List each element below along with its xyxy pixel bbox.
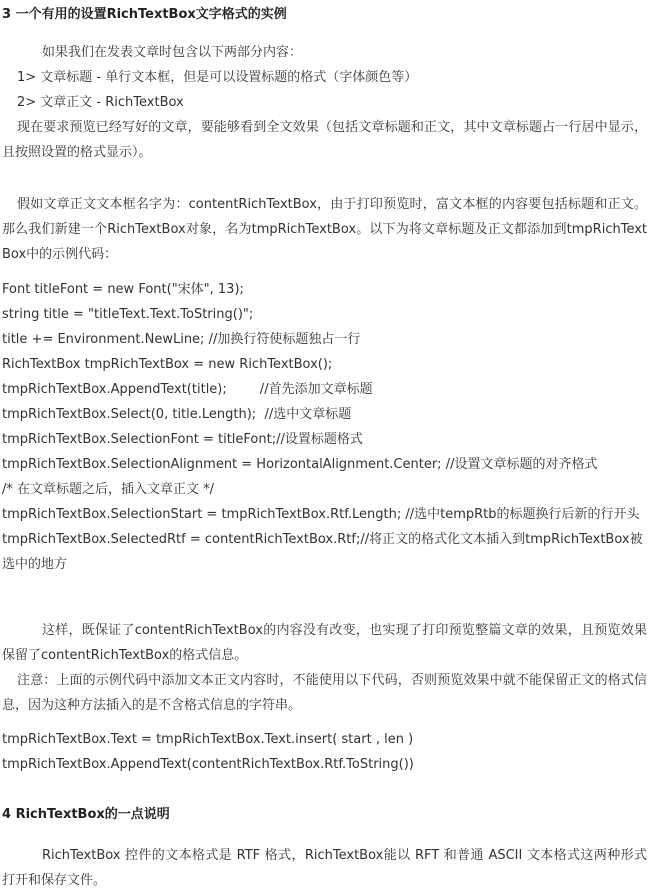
requirement-paragraph: 现在要求预览已经写好的文章，要能够看到全文效果（包括文章标题和正文，其中文章标题占一行居中显示，且按照设置的格式显示）。 <box>2 120 647 160</box>
intro-paragraph: 如果我们在发表文章时包含以下两部分内容： <box>42 45 303 60</box>
note-paragraph: 注意：上面的示例代码中添加文本正文内容时，不能使用以下代码，否则预览效果中就不能保留正文的格式信息，因为这种方法插入的是不含格式信息的字符串。 <box>2 673 647 713</box>
code-block-2 <box>2 727 647 777</box>
list-item-title: 1> 文章标题 - 单行文本框，但是可以设置标题的格式（字体颜色等） <box>17 70 418 85</box>
list-item-body: 2> 文章正文 - RichTextBox <box>17 95 184 110</box>
code-line: title += Environment.NewLine; //加换行符使标题独占一行 <box>2 332 361 347</box>
section-4-heading: 4 RichTextBox的一点说明 <box>2 807 170 822</box>
assumption-block <box>2 192 647 267</box>
section-4-block <box>2 843 647 893</box>
code-line: tmpRichTextBox.SelectionAlignment = HorizontalAlignment.Center; //设置文章标题的对齐格式 <box>2 457 598 472</box>
assumption-paragraph: 假如文章正文文本框名字为：contentRichTextBox，由于打印预览时，富文本框的内容要包括标题和正文。那么我们新建一个RichTextBox对象，名为tmpRichTextBox。以下为将文章标题及正文都添加到tmpRichTextBox中的示例代码： <box>2 197 647 262</box>
result-paragraph: 这样，既保证了contentRichTextBox的内容没有改变，也实现了打印预览整篇文章的效果，且预览效果保留了contentRichTextBox的格式信息。 <box>2 623 647 663</box>
code-line: RichTextBox tmpRichTextBox = new RichTextBox(); <box>2 357 333 372</box>
section-3-intro-block <box>2 40 647 165</box>
code-line: tmpRichTextBox.SelectionFont = titleFont;//设置标题格式 <box>2 432 363 447</box>
code-line: tmpRichTextBox.Select(0, title.Length); //选中文章标题 <box>2 407 352 422</box>
result-block <box>2 618 647 718</box>
section-3-heading: 3 一个有用的设置RichTextBox文字格式的实例 <box>2 7 287 22</box>
code-line: Font titleFont = new Font("宋体", 13); <box>2 282 244 297</box>
code-line: tmpRichTextBox.AppendText(title); //首先添加文章标题 <box>2 382 373 397</box>
code-line: tmpRichTextBox.AppendText(contentRichTextBox.Rtf.ToString()) <box>2 757 414 772</box>
code-line: tmpRichTextBox.Text = tmpRichTextBox.Text.insert( start , len ) <box>2 732 414 747</box>
code-line: string title = "titleText.Text.ToString()"; <box>2 307 254 322</box>
section-4-paragraph: RichTextBox 控件的文本格式是 RTF 格式，RichTextBox能以 RFT 和普通 ASCII 文本格式这两种形式打开和保存文件。 <box>2 848 647 888</box>
code-line: tmpRichTextBox.SelectionStart = tmpRichTextBox.Rtf.Length; //选中tempRtb的标题换行后新的行开头 <box>2 507 640 522</box>
code-block-1 <box>2 277 647 577</box>
code-line: /* 在文章标题之后，插入文章正文 */ <box>2 482 215 497</box>
code-line: tmpRichTextBox.SelectedRtf = contentRichTextBox.Rtf;//将正文的格式化文本插入到tmpRichTextBox被选中的地方 <box>2 532 643 572</box>
